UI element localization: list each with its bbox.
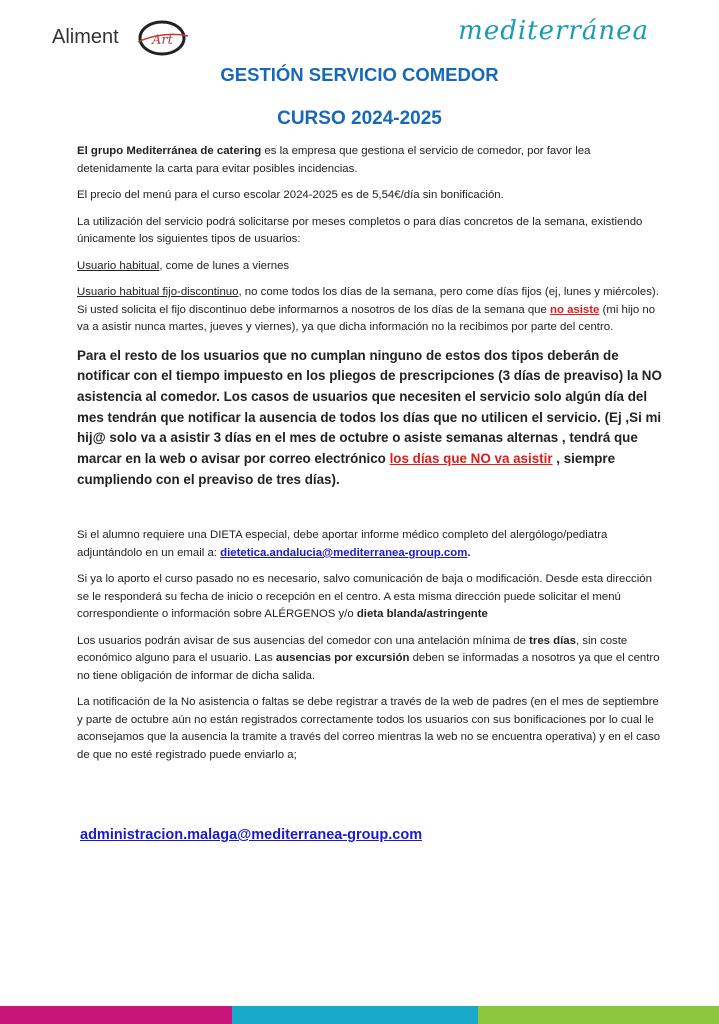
footer-magenta-segment xyxy=(0,1006,232,1024)
footer-green-segment xyxy=(478,1006,719,1024)
footer-color-bar xyxy=(0,1006,719,1024)
page-title: GESTIÓN SERVICIO COMEDOR xyxy=(220,64,499,85)
habitual-user-desc: , come de lunes a viernes xyxy=(159,259,290,272)
paragraph-intro xyxy=(77,143,667,178)
soft-diet-bold: dieta blanda/astringente xyxy=(356,608,488,621)
intro-bold: El grupo Mediterránea de catering xyxy=(77,145,262,157)
mediterranea-logo: mediterránea xyxy=(458,16,649,46)
previous-course-text: Si ya lo aporto el curso pasado no es necesario, salvo comunicación de baja o modificación. Desde esta dirección se le responderá su fecha de inicio o recepción en el centro. A esta misma dirección puede solicitar el menú correspondiente o información sobre ALÉRGENOS y/o xyxy=(77,573,652,621)
paragraph-previous-course xyxy=(77,571,667,624)
footer-cyan-segment xyxy=(232,1006,478,1024)
paragraph-usage: La utilización del servicio podrá solicitarse por meses completos o para días concretos de la semana, existiendo únicamente los siguientes tipos de usuarios: xyxy=(77,215,643,245)
diet-text: Si el alumno requiere una DIETA especial, debe aportar informe médico completo del alergólogo/pediatra adjuntándolo en un email a: xyxy=(77,529,608,559)
alimentart-logo xyxy=(44,10,214,70)
absences-c: deben se informadas a nosotros ya que el centro no tiene obligación de informar de dicha salida. xyxy=(77,652,660,682)
other-users-a: Para el resto de los usuarios que no cumplan ninguno de estos dos tipos deberán de notificar con el tiempo impuesto en los pliegos de prescripciones (3 días de preaviso) la NO asistencia al comedor. Los casos de usuarios que necesiten el servicio solo algún día del mes tendrán que notificar la ausencia de todos los días que no utilicen el servicio. (Ej ,Si mi hij@ solo va a asistir 3 días en el mes de octubre o asiste semanas alternas , tendrá que marcar en la web o avisar por correo electrónico xyxy=(77,347,662,467)
logo-left-text: Aliment xyxy=(52,26,119,48)
diet-email-link[interactable]: dietetica.andalucia@mediterranea-group.com xyxy=(220,546,468,559)
paragraph-price: El precio del menú para el curso escolar 2024-2025 es de 5,54€/día sin bonificación. xyxy=(77,189,504,201)
logo-art-text: Art xyxy=(152,33,173,48)
logo-art-swirl xyxy=(130,18,190,58)
habitual-user-term: Usuario habitual xyxy=(77,259,160,272)
absences-a: Los usuarios podrán avisar de sus ausencias del comedor con una antelación mínima de xyxy=(77,634,530,647)
other-users-b: , siempre cumpliendo con el preaviso de tres días). xyxy=(77,451,616,487)
absences-b: , sin coste económico alguno para el usuario. Las xyxy=(77,634,628,665)
paragraph-other-users xyxy=(77,346,667,491)
letter-body xyxy=(77,143,667,773)
intro-rest: es la empresa que gestiona el servicio de comedor, por favor lea detenidamente la carta para evitar posibles incidencias. xyxy=(77,145,591,175)
paragraph-habitual-user xyxy=(77,258,667,276)
excursion-bold: ausencias por excursión xyxy=(275,652,410,665)
fixed-user-desc-b: (mi hijo no va a asistir nunca martes, jueves y viernes), ya que dicha información no la recibimos por parte del centro. xyxy=(77,303,656,333)
days-not-attending-highlight: los días que NO va asistir xyxy=(389,451,553,467)
three-days-bold: tres días xyxy=(529,634,576,647)
fixed-user-desc-a: , no come todos los días de la semana, pero come días fijos (ej, lunes y miércoles). Si usted solicita el fijo discontinuo debe informarnos a nosotros de los días de la semana que xyxy=(77,286,659,316)
paragraph-absences xyxy=(77,633,667,686)
contact-email-link[interactable]: administracion.malaga@mediterranea-group.com xyxy=(80,827,423,843)
paragraph-fixed-discontinuous xyxy=(77,284,667,337)
fixed-user-term: Usuario habitual fijo-discontinuo xyxy=(77,286,239,298)
diet-period: . xyxy=(467,546,471,559)
paragraph-notification: La notificación de la No asistencia o faltas se debe registrar a través de la web de padres (en el mes de septiembre y parte de octubre aún no están registrados correctamente todos los usuarios con sus bonificaciones por lo cual le aconsejamos que la ausencia la tramite a través del correo mientras la web no se encuentra operativa) y en el caso de que no esté registrado puede enviarlo a; xyxy=(77,696,661,761)
paragraph-diet xyxy=(77,527,667,562)
page-subtitle: CURSO 2024-2025 xyxy=(277,108,442,129)
no-attend-highlight: no asiste xyxy=(550,303,600,316)
